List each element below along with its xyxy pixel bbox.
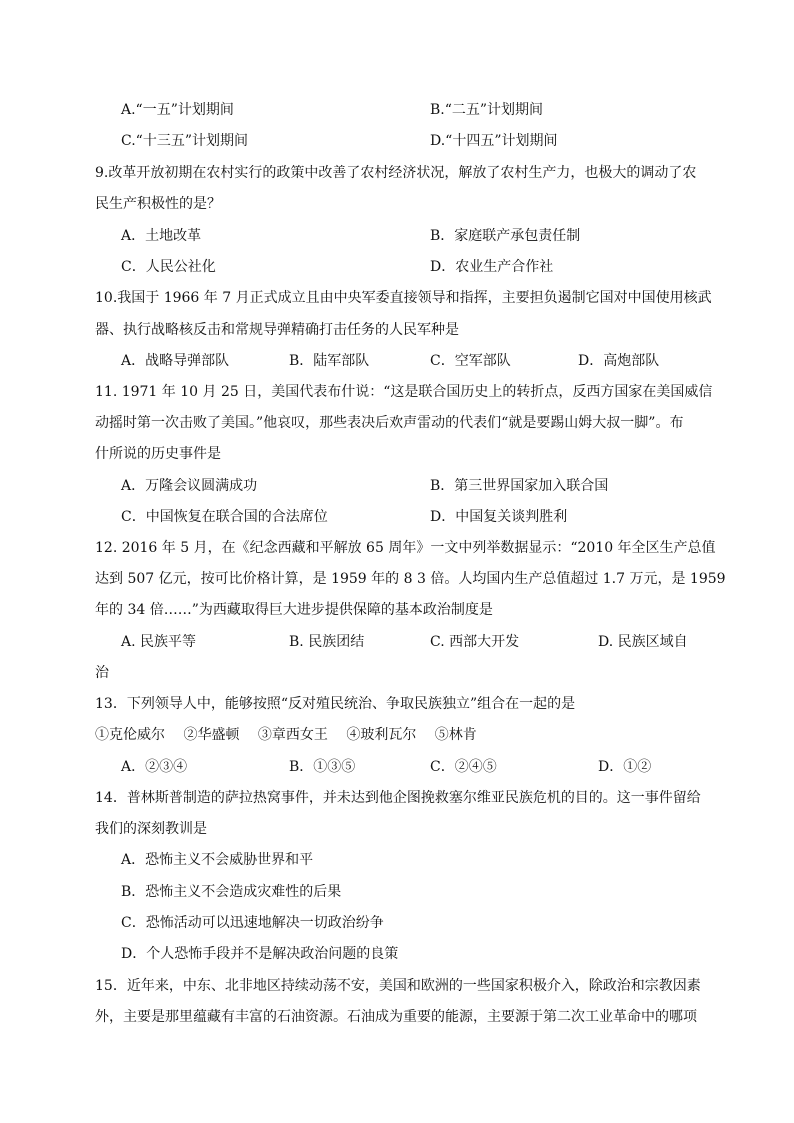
q8-option-b: B.“二五”计划期间 xyxy=(430,102,544,118)
q12-option-d: D. 民族区域自 xyxy=(598,634,688,650)
q9-stem-line2: 民生产积极性的是？ xyxy=(95,196,221,212)
q12-option-d-wrap: 治 xyxy=(95,665,109,681)
q10-stem-line2: 器、执行战略核反击和常规导弹精确打击任务的人民军种是 xyxy=(95,322,459,338)
q15-stem-line2: 外，主要是那里蕴藏有丰富的石油资源。石油成为重要的能源，主要源于第二次工业革命中的哪项 xyxy=(95,1009,697,1025)
q9-option-a: A．土地改革 xyxy=(121,228,202,244)
q12-option-c: C. 西部大开发 xyxy=(430,634,520,650)
q12-stem-line3: 年的 34 倍……”为西藏取得巨大进步提供保障的基本政治制度是 xyxy=(95,602,493,618)
q11-option-d: D．中国复关谈判胜利 xyxy=(430,509,568,525)
q11-option-b: B．第三世界国家加入联合国 xyxy=(430,478,609,494)
q10-option-a: A．战略导弹部队 xyxy=(121,353,230,369)
q9-option-c: C．人民公社化 xyxy=(121,259,216,275)
q13-option-b: B．①③⑤ xyxy=(289,759,356,775)
q8-option-d: D.“十四五”计划期间 xyxy=(430,133,558,149)
q14-stem-line1: 14．普林斯普制造的萨拉热窝事件，并未达到他企图挽救塞尔维亚民族危机的目的。这一事件留给 xyxy=(95,790,701,806)
q15-stem-line1: 15．近年来，中东、北非地区持续动荡不安，美国和欧洲的一些国家积极介入，除政治和宗教因素 xyxy=(95,978,701,994)
q10-option-c: C．空军部队 xyxy=(430,353,511,369)
q12-stem-line2: 达到 507 亿元，按可比价格计算，是 1959 年的 8 3 倍。人均国内生产总值超过 1.7 万元，是 1959 xyxy=(95,571,726,587)
q12-stem-line1: 12. 2016 年 5 月，在《纪念西藏和平解放 65 周年》一文中列举数据显示：“2010 年全区生产总值 xyxy=(95,540,716,556)
q8-option-c: C.“十三五”计划期间 xyxy=(121,133,248,149)
q9-option-d: D．农业生产合作社 xyxy=(430,259,554,275)
q13-stem-line1: 13．下列领导人中，能够按照“反对殖民统治、争取民族独立”组合在一起的是 xyxy=(95,696,576,712)
q10-stem-line1: 10.我国于 1966 年 7 月正式成立且由中央军委直接领导和指挥，主要担负遏制它国对中国使用核武 xyxy=(95,290,712,306)
q14-option-c: C．恐怖活动可以迅速地解决一切政治纷争 xyxy=(121,915,384,931)
q14-stem-line2: 我们的深刻教训是 xyxy=(95,821,207,837)
q14-option-a: A．恐怖主义不会威胁世界和平 xyxy=(121,852,314,868)
q12-option-a: A. 民族平等 xyxy=(121,634,197,650)
q13-candidate-list: ①克伦威尔 ②华盛顿 ③章西女王 ④玻利瓦尔 ⑤林肯 xyxy=(95,727,477,743)
q9-stem-line1: 9.改革开放初期在农村实行的政策中改善了农村经济状况，解放了农村生产力，也极大的调动了农 xyxy=(95,165,697,181)
q13-option-a: A．②③④ xyxy=(121,759,188,775)
q14-option-d: D．个人恐怖手段并不是解决政治问题的良策 xyxy=(121,946,399,962)
q13-option-d: D．①② xyxy=(598,759,652,775)
q11-stem-line1: 11. 1971 年 10 月 25 日，美国代表布什说：“这是联合国历史上的转折点，反西方国家在美国威信 xyxy=(95,384,713,400)
q8-option-a: A.“一五”计划期间 xyxy=(121,102,234,118)
q11-stem-line2: 动摇时第一次击败了美国。”他哀叹，那些表决后欢声雷动的代表们“就是要踢山姆大叔一脚”。布 xyxy=(95,415,684,431)
q10-option-d: D．高炮部队 xyxy=(578,353,660,369)
q10-option-b: B．陆军部队 xyxy=(289,353,370,369)
q12-option-b: B. 民族团结 xyxy=(289,634,365,650)
q9-option-b: B．家庭联产承包责任制 xyxy=(430,228,581,244)
q13-option-c: C．②④⑤ xyxy=(430,759,497,775)
q11-stem-line3: 什所说的历史事件是 xyxy=(95,446,221,462)
q11-option-c: C．中国恢复在联合国的合法席位 xyxy=(121,509,328,525)
q11-option-a: A．万隆会议圆满成功 xyxy=(121,478,258,494)
q14-option-b: B．恐怖主义不会造成灾难性的后果 xyxy=(121,884,342,900)
